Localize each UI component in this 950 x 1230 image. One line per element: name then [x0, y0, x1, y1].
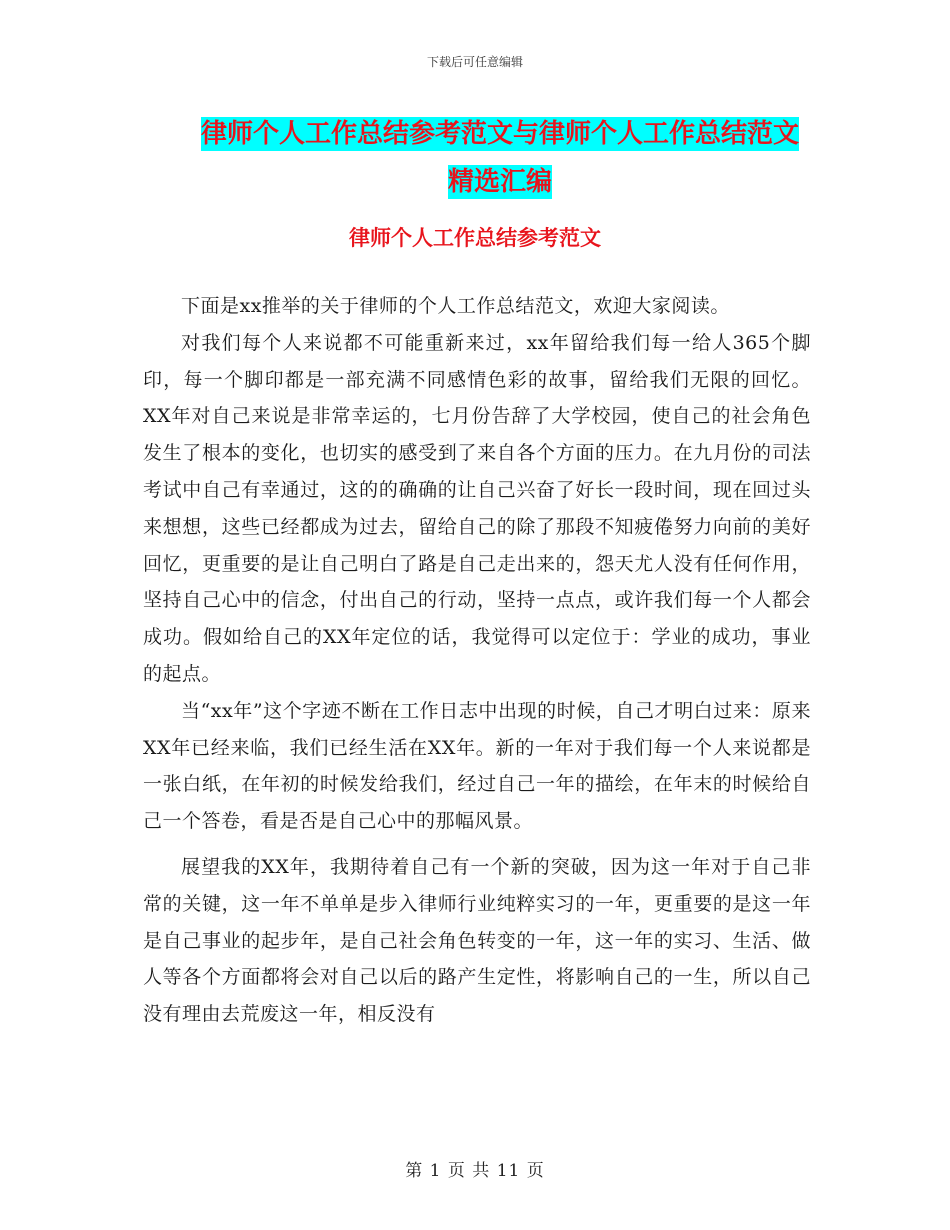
header-note: 下载后可任意编辑: [426, 55, 523, 69]
document-title-line-2: 精选汇编: [447, 167, 552, 197]
document-body: [143, 288, 811, 1033]
paragraph-1: 下面是xx推举的关于律师的个人工作总结范文，欢迎大家阅读。: [181, 295, 730, 317]
document-title-line-1: 律师个人工作总结参考范文与律师个人工作总结范文: [200, 119, 799, 149]
section-title: 律师个人工作总结参考范文: [349, 226, 601, 250]
document-title: [120, 110, 880, 206]
page-number: 第 1 页 共 11 页: [405, 1161, 545, 1181]
paragraph-4: 展望我的XX年，我期待着自己有一个新的突破，因为这一年对于自己非常的关键，这一年不单单是步入律师行业纯粹实习的一年，更重要的是这一年是自己事业的起步年，是自己社会角色转变的一年，这一年的实习、生活、做人等各个方面都将会对自己以后的路产生定性，将影响自己的一生，所以自己没有理由去荒废这一年，相反没有: [143, 855, 811, 1026]
paragraph-2: 对我们每个人来说都不可能重新来过，xx年留给我们每一给人365个脚印，每一个脚印都是一部充满不同感情色彩的故事，留给我们无限的回忆。XX年对自己来说是非常幸运的，七月份告辞了大学校园，使自己的社会角色发生了根本的变化，也切实的感受到了来自各个方面的压力。在九月份的司法考试中自己有幸通过，这的的确确的让自己兴奋了好长一段时间，现在回过头来想想，这些已经都成为过去，留给自己的除了那段不知疲倦努力向前的美好回忆，更重要的是让自己明白了路是自己走出来的，怨天尤人没有任何作用，坚持自己心中的信念，付出自己的行动，坚持一点点，或许我们每一个人都会成功。假如给自己的XX年定位的话，我觉得可以定位于：学业的成功，事业的起点。: [143, 331, 811, 685]
paragraph-3: 当“xx年”这个字迹不断在工作日志中出现的时候，自己才明白过来：原来XX年已经来临，我们已经生活在XX年。新的一年对于我们每一个人来说都是一张白纸，在年初的时候发给我们，经过自己一年的描绘，在年末的时候给自己一个答卷，看是否是自己心中的那幅风景。: [143, 699, 811, 833]
